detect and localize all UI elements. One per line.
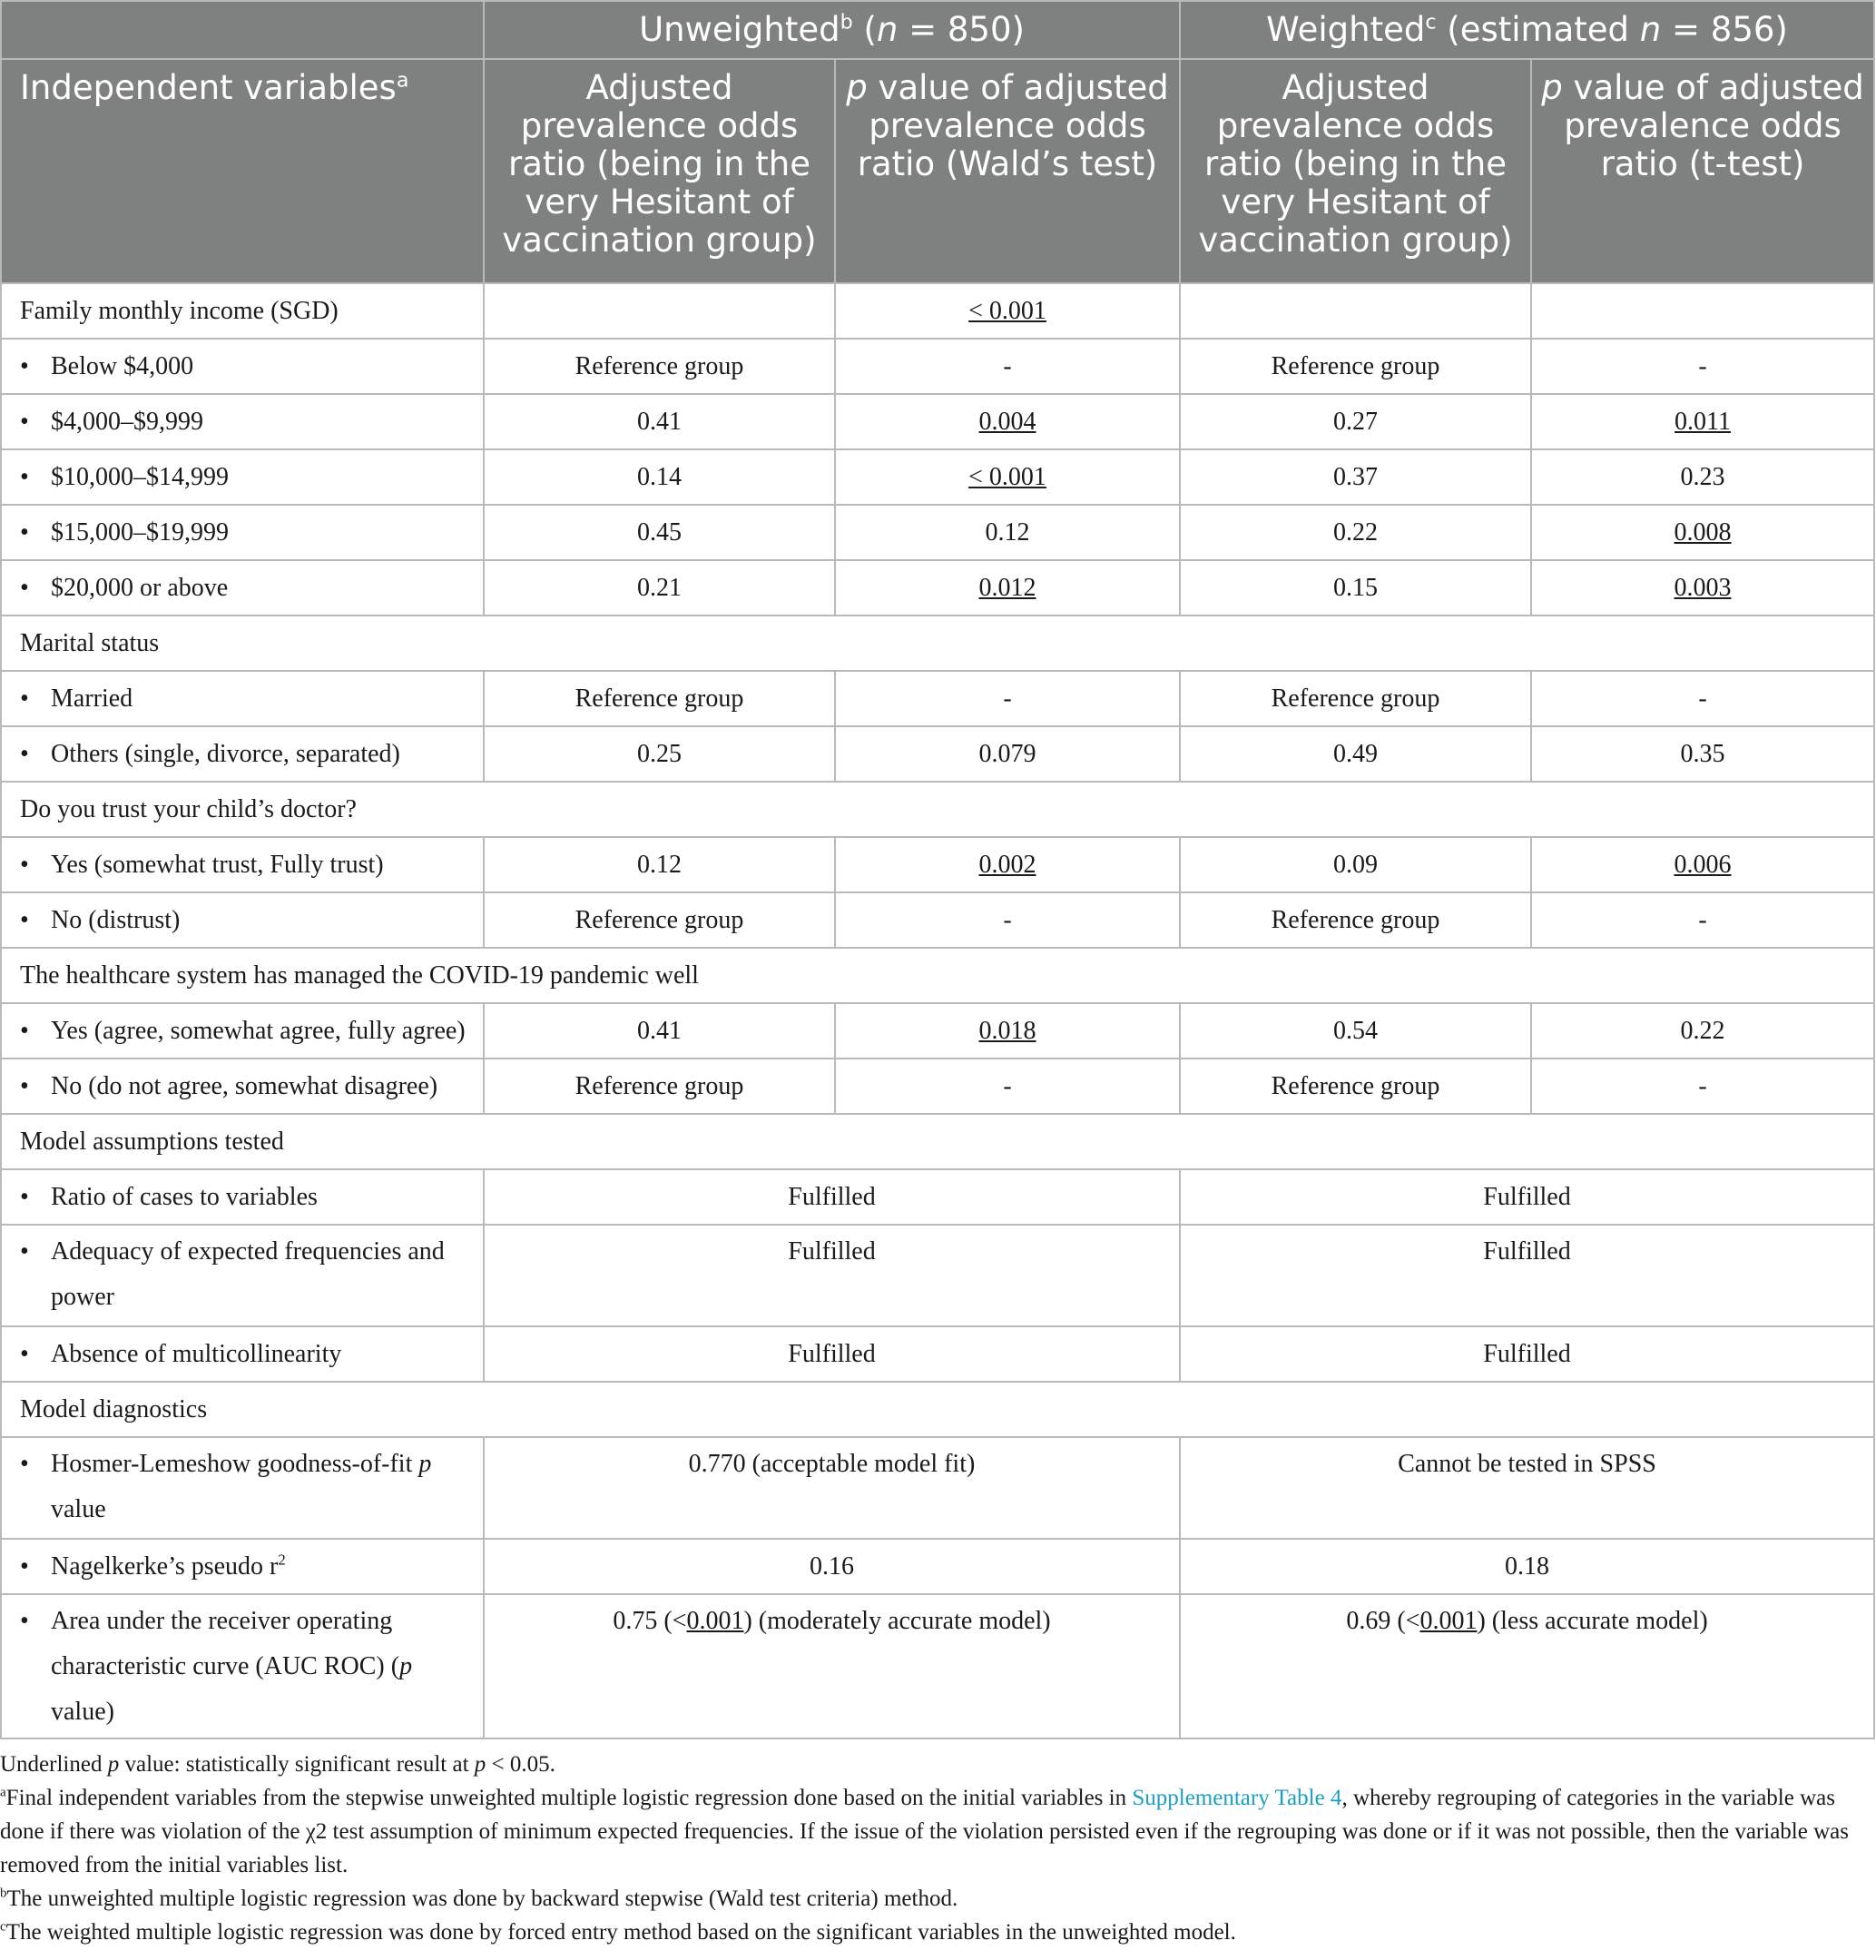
row-label: Absence of multicollinearity: [51, 1340, 342, 1368]
aor-value: 0.14: [484, 449, 835, 505]
header-row-columns: [1, 59, 1874, 283]
assumption-value: Fulfilled: [1180, 1225, 1874, 1326]
table-row: • Ratio of cases to variables Fulfilled Fulfilled: [1, 1169, 1874, 1225]
diagnostic-value: 0.770 (acceptable model fit): [484, 1437, 1180, 1539]
diagnostic-value: 0.18: [1180, 1539, 1874, 1594]
p-value: 0.012: [978, 574, 1036, 602]
aor-value: Reference group: [484, 892, 835, 948]
header-weighted: Weighted$^c$ (estimated n = 856): [1180, 1, 1874, 59]
row-label: Yes (somewhat trust, Fully trust): [51, 851, 384, 879]
row-label: Nagelkerke’s pseudo $r^2$: [51, 1551, 286, 1581]
p-value: -: [835, 1059, 1180, 1114]
header-independent-variables: Independent variables$^a$: [1, 59, 484, 283]
footnote-b: $^b$The unweighted multiple logistic regression was done by backward stepwise (Wald test criteria) method.: [0, 1886, 958, 1911]
p-value: 0.002: [978, 851, 1036, 879]
aor-value: 0.21: [484, 560, 835, 616]
footnote-significance: Underlined p value: statistically significant result at p < 0.05.: [0, 1752, 555, 1777]
header-aor-weighted: Adjusted prevalence odds ratio (being in the very Hesitant of vaccination group): [1180, 59, 1531, 283]
table-row-section: [1, 1114, 1874, 1169]
table-row: • Married Reference group - Reference group -: [1, 671, 1874, 726]
footnote-a: $^a$Final independent variables from the stepwise unweighted multiple logistic regression done based on the initial variables in Supplementary Table 4, whereby regrouping of categories in the variable was done if there was violation of the χ2 test assumption of minimum expected frequencies. If the issue of the violation persisted even if the regrouping was done or if it was not possible, then the variable was removed from the initial variables list.: [0, 1785, 1849, 1877]
table-row-section: [1, 948, 1874, 1003]
aor-value: 0.49: [1180, 726, 1531, 782]
header-unweighted: Unweighted$^b$ (n = 850): [484, 1, 1180, 59]
section-label: The healthcare system has managed the COVID-19 pandemic well: [1, 948, 1874, 1003]
row-label: Yes (agree, somewhat agree, fully agree): [51, 1017, 466, 1045]
aor-value: 0.37: [1180, 449, 1531, 505]
assumption-value: Fulfilled: [484, 1225, 1180, 1326]
p-value: 0.008: [1674, 518, 1732, 547]
row-label: $15,000–$19,999: [51, 518, 229, 547]
table-row: • $4,000–$9,999 0.41 0.004 0.27 0.011: [1, 394, 1874, 449]
aor-value: Reference group: [1180, 892, 1531, 948]
row-label: Adequacy of expected frequencies and power: [51, 1237, 445, 1311]
aor-value: 0.27: [1180, 394, 1531, 449]
row-label: Ratio of cases to variables: [51, 1183, 318, 1211]
table-row-section: [1, 782, 1874, 837]
aor-value: Reference group: [484, 339, 835, 394]
table-row: • Adequacy of expected frequencies and power Fulfilled Fulfilled: [1, 1225, 1874, 1326]
p-value: -: [1531, 671, 1874, 726]
aor-value: 0.22: [1180, 505, 1531, 560]
table-row-section: [1, 283, 1874, 339]
footnote-c: $^c$The weighted multiple logistic regression was done by forced entry method based on the significant variables in the unweighted model.: [0, 1919, 1236, 1945]
section-label: Model assumptions tested: [1, 1114, 1874, 1169]
row-label: No (do not agree, somewhat disagree): [51, 1072, 438, 1100]
table-row-section: [1, 1382, 1874, 1437]
aor-value: 0.12: [484, 837, 835, 892]
aor-value: Reference group: [484, 1059, 835, 1114]
aor-value: 0.15: [1180, 560, 1531, 616]
table-row: • No (do not agree, somewhat disagree) Reference group - Reference group -: [1, 1059, 1874, 1114]
diagnostic-value: 0.16: [484, 1539, 1180, 1594]
aor-value: 0.25: [484, 726, 835, 782]
p-value: -: [1531, 1059, 1874, 1114]
header-p-wald: p value of adjusted prevalence odds ratio (Wald’s test): [835, 59, 1180, 283]
table-row: • Absence of multicollinearity Fulfilled Fulfilled: [1, 1326, 1874, 1382]
header-aor-unweighted: Adjusted prevalence odds ratio (being in the very Hesitant of vaccination group): [484, 59, 835, 283]
table-row: • Others (single, divorce, separated) 0.25 0.079 0.49 0.35: [1, 726, 1874, 782]
row-label: Below $4,000: [51, 352, 194, 380]
table-row: • Yes (somewhat trust, Fully trust) 0.12 0.002 0.09 0.006: [1, 837, 1874, 892]
table-row: • Hosmer-Lemeshow goodness-of-fit p value 0.770 (acceptable model fit) Cannot be tested in SPSS: [1, 1437, 1874, 1539]
aor-value: Reference group: [484, 671, 835, 726]
p-value: -: [835, 892, 1180, 948]
p-value: 0.006: [1674, 851, 1732, 879]
p-value: -: [1531, 892, 1874, 948]
table-row: • No (distrust) Reference group - Reference group -: [1, 892, 1874, 948]
table-row: • Nagelkerke’s pseudo $r^2$ 0.16 0.18: [1, 1539, 1874, 1594]
aor-value: Reference group: [1180, 339, 1531, 394]
p-value: 0.004: [978, 408, 1036, 436]
table-row: • $20,000 or above 0.21 0.012 0.15 0.003: [1, 560, 1874, 616]
section-label: Marital status: [1, 616, 1874, 671]
p-value: 0.22: [1531, 1003, 1874, 1059]
assumption-value: Fulfilled: [1180, 1169, 1874, 1225]
p-value: -: [835, 339, 1180, 394]
p-value: < 0.001: [968, 297, 1046, 325]
p-value: 0.35: [1531, 726, 1874, 782]
table-row: • Yes (agree, somewhat agree, fully agree) 0.41 0.018 0.54 0.22: [1, 1003, 1874, 1059]
section-label: Model diagnostics: [1, 1382, 1874, 1437]
aor-value: Reference group: [1180, 1059, 1531, 1114]
assumption-value: Fulfilled: [1180, 1326, 1874, 1382]
p-value: 0.23: [1531, 449, 1874, 505]
p-value: 0.12: [835, 505, 1180, 560]
header-row-groups: [1, 1, 1874, 59]
row-label: Area under the receiver operating characteristic curve (AUC ROC) (p value): [51, 1607, 413, 1726]
aor-value: 0.45: [484, 505, 835, 560]
table-row: • Area under the receiver operating characteristic curve (AUC ROC) (p value) 0.75 (<0.001) (moderately accurate model) 0.69 (<0.001) (less accurate model): [1, 1594, 1874, 1738]
aor-value: 0.41: [484, 1003, 835, 1059]
p-value: 0.018: [978, 1017, 1036, 1045]
row-label: Hosmer-Lemeshow goodness-of-fit p value: [51, 1450, 432, 1523]
p-value: -: [1531, 339, 1874, 394]
assumption-value: Fulfilled: [484, 1326, 1180, 1382]
row-label: Others (single, divorce, separated): [51, 740, 400, 768]
table-row-section: [1, 616, 1874, 671]
aor-value: 0.41: [484, 394, 835, 449]
row-label: No (distrust): [51, 906, 181, 934]
table-row: • $15,000–$19,999 0.45 0.12 0.22 0.008: [1, 505, 1874, 560]
aor-value: 0.54: [1180, 1003, 1531, 1059]
aor-value: Reference group: [1180, 671, 1531, 726]
header-p-ttest: p value of adjusted prevalence odds ratio (t-test): [1531, 59, 1874, 283]
diagnostic-value: 0.69 (<0.001) (less accurate model): [1180, 1594, 1874, 1738]
row-label: $10,000–$14,999: [51, 463, 229, 491]
header-empty-cell: [1, 1, 484, 59]
table-row: • $10,000–$14,999 0.14 < 0.001 0.37 0.23: [1, 449, 1874, 505]
aor-value: 0.09: [1180, 837, 1531, 892]
p-value: -: [835, 671, 1180, 726]
table-footnotes: [0, 1748, 1873, 1949]
p-value: < 0.001: [968, 463, 1046, 491]
row-label: Married: [51, 685, 133, 713]
row-label: $4,000–$9,999: [51, 408, 203, 436]
section-label: Do you trust your child’s doctor?: [1, 782, 1874, 837]
p-value: 0.011: [1675, 408, 1731, 436]
supplementary-table-link[interactable]: Supplementary Table 4: [1132, 1786, 1342, 1810]
section-label: Family monthly income (SGD): [1, 283, 484, 339]
assumption-value: Fulfilled: [484, 1169, 1180, 1225]
table-row: • Below $4,000 Reference group - Reference group -: [1, 339, 1874, 394]
p-value: 0.003: [1674, 574, 1732, 602]
diagnostic-value: 0.75 (<0.001) (moderately accurate model): [484, 1594, 1180, 1738]
diagnostic-value: Cannot be tested in SPSS: [1180, 1437, 1874, 1539]
row-label: $20,000 or above: [51, 574, 229, 602]
p-value: 0.079: [835, 726, 1180, 782]
